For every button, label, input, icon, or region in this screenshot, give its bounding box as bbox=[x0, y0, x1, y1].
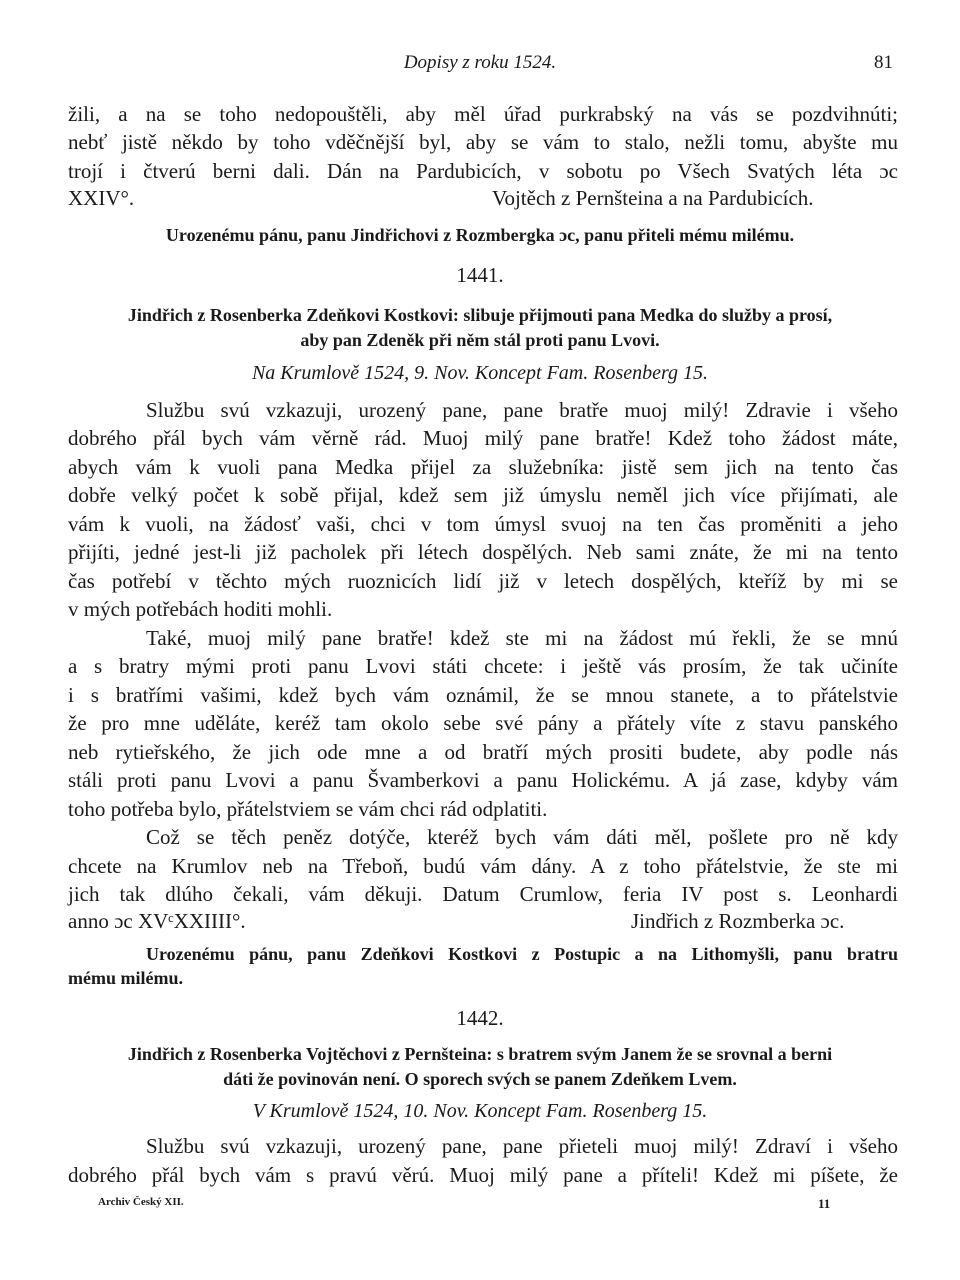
document-heading: Jindřich z Rosenberka Zdeňkovi Kostkovi: slibuje přijmouti pana Medka do služby a prosí, bbox=[127, 305, 833, 325]
text-line: Službu svú vzkazuji, urozený pane, pane bratře muoj milý! Zdravie i všeho bbox=[146, 398, 898, 422]
text-line: Což se těch peněz dotýče, kteréž bych vám dáti měl, pošlete pro ně kdy bbox=[146, 825, 898, 849]
source-note: Na Krumlově 1524, 9. Nov. Koncept Fam. Rosenberg 15. bbox=[251, 362, 709, 384]
text-line: čas potřebí v těchto mých ruoznicích lidí již v letech dospělých, kteříž by mi se bbox=[68, 569, 898, 593]
document-heading: dáti že povinován není. O sporech svých se panem Zdeňkem Lvem. bbox=[223, 1069, 737, 1089]
text-line: dobře velký počet k sobě přijal, kdež sem již úmyslu neměl jich více přijímati, ale bbox=[68, 483, 898, 507]
text-line: dobrého přál bych vám s pravú věrú. Muoj milý pane a příteli! Kdež mi píšete, že bbox=[68, 1163, 898, 1187]
text-line: chcete na Krumlov neb na Třeboň, budú vám dány. A z toho přátelstvie, že ste mi bbox=[68, 854, 898, 878]
document-heading: Jindřich z Rosenberka Vojtěchovi z Pernšteina: s bratrem svým Janem že se srovnal a berni bbox=[127, 1044, 833, 1064]
text-line: přijíti, jedné jest-li již pacholek při létech dospělých. Neb sami znáte, že mi na tento bbox=[68, 540, 898, 564]
running-header-title: Dopisy z roku 1524. bbox=[403, 52, 557, 73]
text-line: jich tak dlúho čekali, vám děkuji. Datum Crumlow, feria IV post s. Leonhardi bbox=[68, 882, 898, 906]
document-number: 1442. bbox=[456, 1006, 504, 1030]
text-line: i s bratřími vašimi, kdež bych vám oznámil, že se mnou stanete, a to přátelstvie bbox=[68, 683, 898, 707]
date-tail: anno ɔc XVᶜXXIIII°. bbox=[68, 909, 246, 933]
text-line: a s bratry mými proti panu Lvovi státi chcete: i ještě vás prosím, že tak učiníte bbox=[68, 654, 898, 678]
document-number: 1441. bbox=[456, 263, 504, 287]
footer-signature-mark: Archiv Český XII. bbox=[98, 1196, 184, 1208]
text-line: abych vám k vuoli pana Medka přijel za služebníka: jistě sem jich na tento čas bbox=[68, 455, 898, 479]
date-tail: XXIV°. bbox=[68, 186, 135, 210]
text-line: Službu svú vzkazuji, urozený pane, pane přieteli muoj milý! Zdraví i všeho bbox=[146, 1134, 898, 1158]
text-line: trojí i čtverú berni dali. Dán na Pardubicích, v sobotu po Všech Svatých léta ɔc bbox=[68, 159, 898, 183]
signature: Jindřich z Rozmberka ɔc. bbox=[631, 909, 845, 933]
address-line: mému milému. bbox=[68, 968, 183, 988]
text-line: toho potřeba bylo, přátelstviem se vám chci rád odplatiti. bbox=[68, 797, 548, 821]
page-number: 81 bbox=[874, 52, 893, 73]
text-line: neb rytieřského, že jich ode mne a od bratří mých prositi budete, aby podle nás bbox=[68, 740, 898, 764]
text-line: Také, muoj milý pane bratře! kdež ste mi na žádost mú řekli, že se mnú bbox=[146, 626, 898, 650]
source-note: V Krumlově 1524, 10. Nov. Koncept Fam. Rosenberg 15. bbox=[252, 1100, 708, 1122]
address-line: Urozenému pánu, panu Zdeňkovi Kostkovi z Postupic a na Lithomyšli, panu bratru bbox=[146, 944, 898, 964]
text-line: nebť jistě někdo by toho vděčnější byl, aby se vám to stalo, nežli tomu, abyšte mu bbox=[68, 130, 898, 154]
text-line: žili, a na se toho nedopouštěli, aby měl úřad purkrabský na vás se pozdvihnúti; bbox=[68, 102, 898, 126]
text-line: stáli proti panu Lvovi a panu Švamberkovi a panu Holickému. A já zase, kdyby vám bbox=[68, 768, 898, 792]
text-line: v mých potřebách hoditi mohli. bbox=[68, 597, 333, 621]
document-heading: aby pan Zdeněk při něm stál proti panu Lvovi. bbox=[300, 330, 660, 350]
signature: Vojtěch z Pernšteina a na Pardubicích. bbox=[492, 186, 814, 210]
footer-sheet-number: 11 bbox=[818, 1196, 831, 1211]
text-line: že pro mne uděláte, keréž tam okolo sebe své pány a přátely víte z stavu panského bbox=[68, 711, 898, 735]
text-line: vám k vuoli, na žádosť vaši, chci v tom úmysl svuoj na ten čas proměniti a jeho bbox=[68, 512, 898, 536]
text-line: dobrého přál bych vám věrně rád. Muoj milý pane bratře! Kdež toho žádost máte, bbox=[68, 426, 898, 450]
address-line: Urozenému pánu, panu Jindřichovi z Rozmbergka ɔc, panu přiteli mému milému. bbox=[165, 225, 795, 245]
